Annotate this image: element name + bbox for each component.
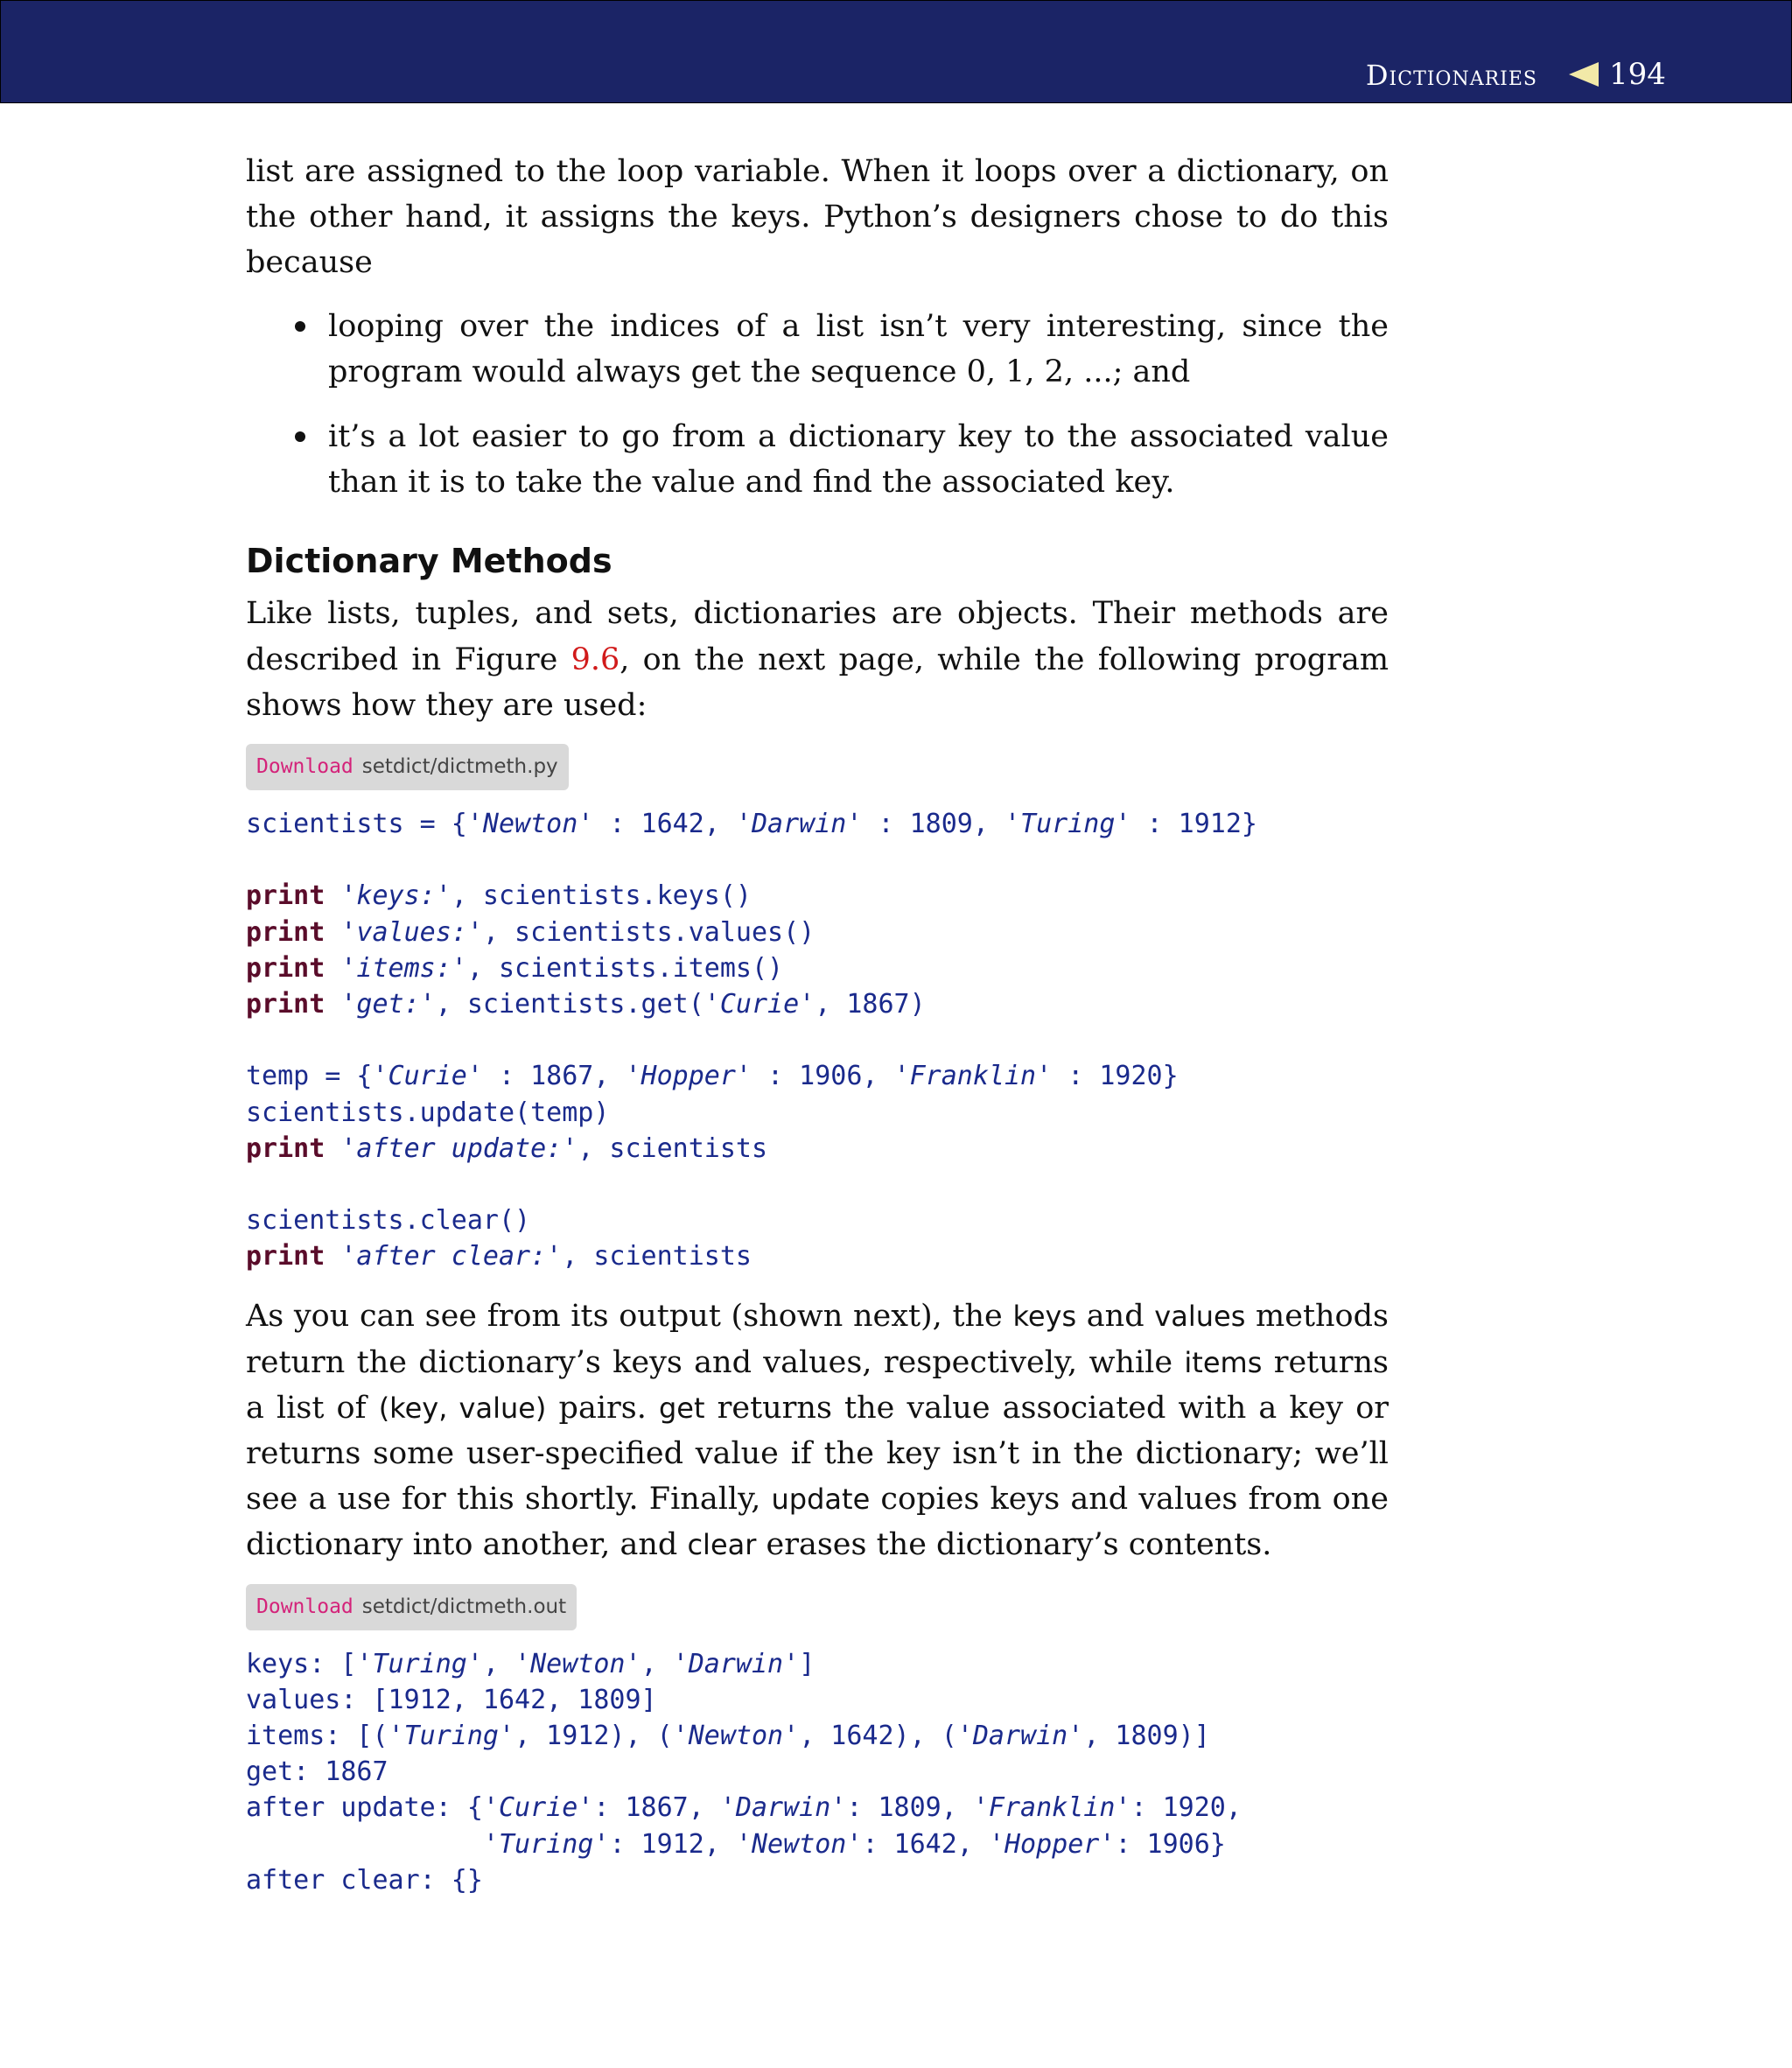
code-string: 'get:' — [340, 988, 436, 1020]
code-token: after clear: {} — [246, 1864, 483, 1896]
list-item — [246, 304, 1389, 395]
intro-paragraph: list are assigned to the loop variable. When it loops over a dictionary, on the other hand, it assigns the keys. Python’s designers chose to do this because — [246, 154, 1389, 281]
code-string: 'Curie' — [482, 1792, 594, 1824]
code-token: , scientists — [578, 1132, 768, 1164]
code-string: 'Newton' — [514, 1648, 641, 1679]
code-token: : 1912} — [1130, 809, 1257, 840]
explanation-text: returns the value associated with a key or returns some user-specified value if the key isn’t in the dictionary; we’ll see a use for this shortly. Finally, — [246, 1390, 1389, 1518]
code-line — [246, 1718, 1389, 1754]
code-token — [325, 953, 340, 984]
explanation-text: As you can see from its output (shown next), the — [246, 1299, 1013, 1335]
code-token: items: [( — [246, 1721, 388, 1752]
code-keyword: print — [246, 880, 326, 912]
method-name: get — [658, 1391, 705, 1425]
code-token — [325, 1241, 340, 1272]
method-name: update — [771, 1483, 871, 1517]
code-string: 'items:' — [340, 952, 467, 984]
code-string: 'Turing' — [482, 1828, 610, 1860]
code-string: 'keys:' — [340, 880, 452, 912]
bullet-icon — [295, 431, 305, 442]
code-line — [246, 1202, 1389, 1238]
explanation-text: returns a list of — [246, 1344, 1389, 1426]
code-string: 'values:' — [340, 916, 483, 948]
code-string: 'Hopper' — [988, 1828, 1116, 1860]
explanation-text: methods return the dictionary’s keys and values, respectively, while — [246, 1299, 1389, 1380]
code-token: : 1920} — [1052, 1061, 1179, 1092]
code-token: values: [1912, 1642, 1809] — [246, 1684, 657, 1715]
code-token: : 1809, — [862, 809, 1004, 840]
code-string: 'Darwin' — [719, 1792, 847, 1824]
code-string: 'Darwin' — [956, 1721, 1084, 1752]
method-name: clear — [687, 1528, 757, 1562]
figure-link[interactable]: 9.6 — [570, 641, 620, 677]
chapter-title: Dictionaries — [1365, 59, 1537, 92]
download-dictmeth-out[interactable] — [246, 1584, 577, 1630]
code-token: after update: { — [246, 1792, 483, 1824]
code-token: scientists.clear() — [246, 1205, 531, 1237]
code-keyword: print — [246, 952, 326, 984]
code-token: , — [482, 1648, 515, 1679]
download-filename[interactable]: setdict/dictmeth.py — [361, 755, 558, 779]
code-token: : 1920, — [1130, 1792, 1242, 1824]
download-label[interactable]: Download — [256, 755, 354, 779]
code-token: , 1809)] — [1083, 1721, 1210, 1752]
code-token: , — [640, 1648, 673, 1679]
code-token: : 1867, — [482, 1061, 626, 1092]
code-string: 'Turing' — [388, 1721, 515, 1752]
section-heading: Dictionary Methods — [246, 542, 612, 581]
list-item — [246, 414, 1389, 505]
code-token: scientists = { — [246, 809, 467, 840]
code-string: 'Turing' — [356, 1648, 483, 1679]
download-label[interactable]: Download — [256, 1595, 354, 1618]
code-line — [246, 1754, 1389, 1790]
code-token: : 1912, — [609, 1828, 736, 1860]
method-name: keys — [1012, 1300, 1077, 1334]
code-line — [246, 1646, 1389, 1682]
code-line — [246, 1131, 1389, 1167]
code-line — [246, 1058, 1389, 1094]
code-string: 'Newton' — [466, 809, 594, 840]
code-line — [246, 1826, 1389, 1862]
download-filename[interactable]: setdict/dictmeth.out — [361, 1595, 567, 1618]
code-line — [246, 1790, 1389, 1826]
download-dictmeth-py[interactable] — [246, 744, 569, 790]
page-number: 194 — [1609, 57, 1666, 92]
code-token — [325, 880, 340, 911]
code-token: : 1642, — [593, 809, 736, 840]
code-token: , scientists — [562, 1241, 752, 1272]
code-line — [246, 1238, 1389, 1274]
code-token: , 1642), ( — [799, 1721, 957, 1752]
code-line — [246, 878, 1389, 914]
code-line — [246, 1167, 1389, 1202]
code-token: : 1809, — [846, 1792, 973, 1824]
code-line — [246, 915, 1389, 950]
code-string: 'Curie' — [372, 1061, 483, 1092]
code-token: : 1906, — [752, 1061, 894, 1092]
code-keyword: print — [246, 1132, 326, 1164]
explanation-text: pairs. — [546, 1390, 659, 1426]
code-string: 'Curie' — [704, 988, 816, 1020]
code-keyword: print — [246, 916, 326, 948]
code-line — [246, 986, 1389, 1022]
bullet-icon — [295, 321, 305, 332]
code-token: ] — [799, 1648, 816, 1679]
code-token: : 1867, — [593, 1792, 720, 1824]
bullet-text: it’s a lot easier to go from a dictionary key to the associated value than it is to take the value and find the associated key. — [328, 419, 1389, 501]
method-name: items — [1184, 1345, 1263, 1379]
methods-paragraph — [246, 591, 1389, 728]
page-header — [0, 0, 1792, 103]
code-token: , scientists.get( — [435, 988, 704, 1020]
code-token — [246, 1829, 483, 1860]
code-string: 'Newton' — [672, 1721, 800, 1752]
code-token: , 1912), ( — [514, 1721, 673, 1752]
previous-page-arrow-icon[interactable] — [1569, 62, 1599, 87]
code-string: 'Turing' — [1004, 809, 1131, 840]
code-token: keys: [ — [246, 1648, 357, 1679]
method-name: (key, value) — [378, 1391, 547, 1425]
code-token: , scientists.items() — [466, 952, 784, 984]
code-line — [246, 1862, 1389, 1898]
code-token: , scientists.keys() — [451, 880, 752, 912]
code-token: : 1642, — [862, 1828, 989, 1860]
explanation-text: erases the dictionary’s contents. — [756, 1527, 1272, 1563]
code-token: , 1867) — [815, 988, 926, 1020]
code-line — [246, 1022, 1389, 1058]
methods-text-after: , on the next page, while the following program shows how they are used: — [246, 641, 1390, 723]
method-name: values — [1154, 1300, 1246, 1334]
code-keyword: print — [246, 988, 326, 1020]
code-token: temp = { — [246, 1061, 373, 1092]
code-token — [325, 1133, 340, 1164]
code-listing-output — [246, 1646, 1389, 1898]
code-token: , scientists.values() — [482, 916, 816, 948]
bullet-list — [246, 304, 1389, 506]
explanation-paragraph — [246, 1293, 1389, 1567]
code-listing-program — [246, 806, 1389, 1274]
explanation-text: and — [1076, 1299, 1155, 1335]
code-line — [246, 950, 1389, 986]
code-string: 'Newton' — [735, 1828, 863, 1860]
code-string: 'Franklin' — [893, 1061, 1053, 1092]
code-token — [325, 989, 340, 1020]
code-string: 'Darwin' — [735, 809, 863, 840]
code-string: 'after clear:' — [340, 1241, 563, 1272]
code-token — [325, 917, 340, 948]
explanation-text: copies keys and values from one dictionary into another, and — [246, 1482, 1389, 1563]
code-line — [246, 842, 1389, 878]
code-token: scientists.update(temp) — [246, 1097, 610, 1128]
code-string: 'Franklin' — [972, 1792, 1131, 1824]
code-line — [246, 806, 1389, 842]
code-string: 'after update:' — [340, 1132, 578, 1164]
code-string: 'Darwin' — [672, 1648, 800, 1679]
code-keyword: print — [246, 1241, 326, 1272]
code-line — [246, 1095, 1389, 1131]
methods-text-before: Like lists, tuples, and sets, dictionaries are objects. Their methods are described in Figure — [246, 596, 1389, 677]
bullet-text: looping over the indices of a list isn’t very interesting, since the program would always get the sequence 0, 1, 2, ...; and — [328, 308, 1389, 389]
code-token: get: 1867 — [246, 1756, 388, 1788]
code-line — [246, 1682, 1389, 1718]
page-content — [246, 149, 1389, 1898]
code-string: 'Hopper' — [625, 1061, 752, 1092]
code-token: : 1906} — [1115, 1828, 1226, 1860]
